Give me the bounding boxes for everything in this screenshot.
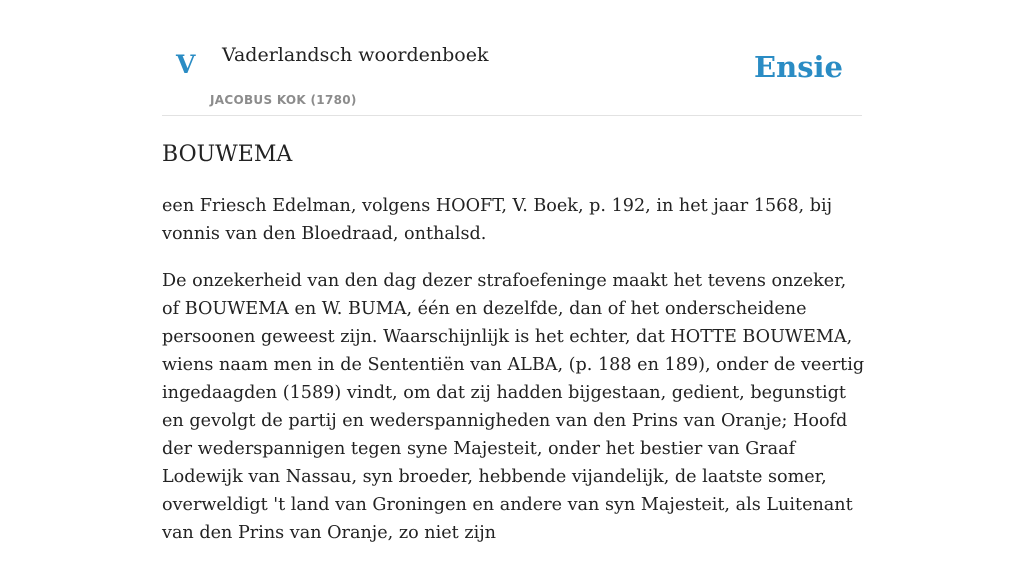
book-title[interactable]: Vaderlandsch woordenboek: [222, 44, 489, 66]
entry-paragraph: De onzekerheid van den dag dezer strafoefeninge maakt het tevens onzeker, of BOUWEMA en W. BUMA, één en dezelfde, dan of het onderscheidene persoonen geweest zijn. Waarschijnlijk is het echter, dat HOTTE BOUWEMA, wiens naam men in de Sententiën van ALBA, (p. 188 en 189), onder de veertig ingedaagden (1589) vindt, om dat zij hadden bijgestaan, gedient, begunstigt en gevolgt de partij en wederspannigheden van den Prins van Oranje; Hoofd der wederspannigen tegen syne Majesteit, onder het bestier van Graaf Lodewijk van Nassau, syn broeder, hebbende vijandelijk, de laatste somer, overweldigt 't land van Groningen en andere van syn Majesteit, als Luitenant van den Prins van Oranje, zo niet zijn: [162, 271, 865, 543]
letter-badge[interactable]: V: [176, 50, 196, 79]
entry-body: [162, 192, 867, 566]
ensie-logo[interactable]: Ensie: [754, 50, 843, 84]
page-header: [162, 0, 862, 116]
entry-paragraph: een Friesch Edelman, volgens HOOFT, V. Boek, p. 192, in het jaar 1568, bij vonnis van den Bloedraad, onthalsd.: [162, 196, 833, 244]
entry-title: BOUWEMA: [162, 142, 293, 167]
book-author: JACOBUS KOK (1780): [210, 93, 357, 107]
